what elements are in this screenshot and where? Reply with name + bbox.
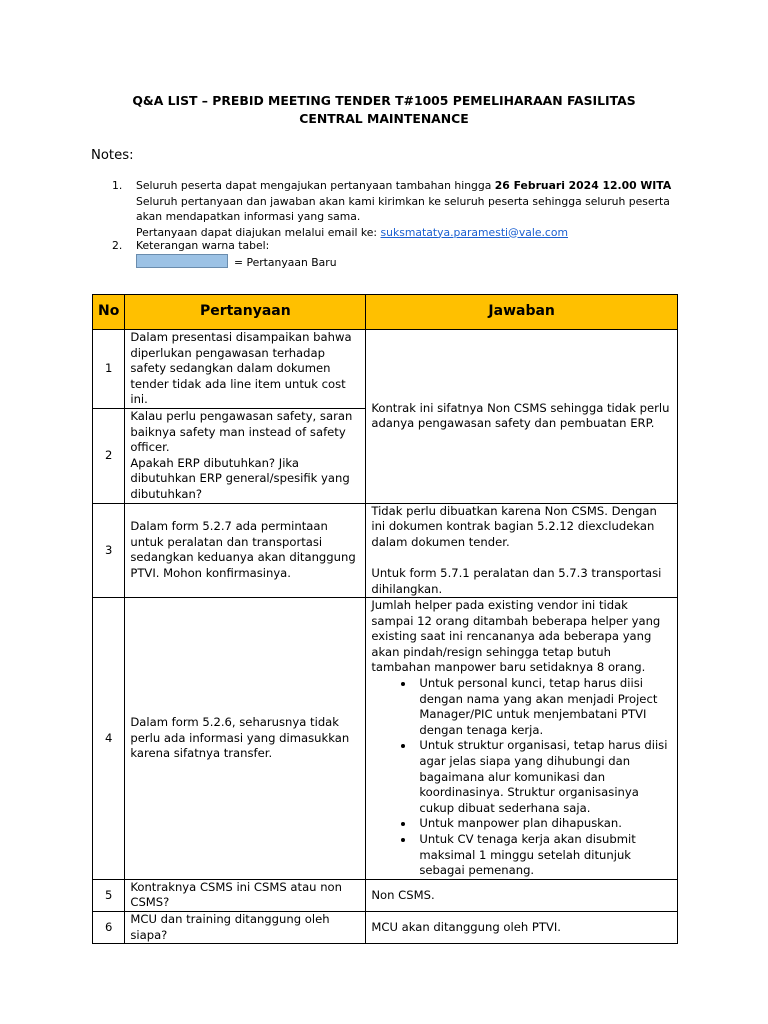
answer-text: Tidak perlu dibuatkan karena Non CSMS. Dengan ini dokumen kontrak bagian 5.2.12 diexcludekan dalam dokumen tender.: [371, 503, 657, 549]
header-pertanyaan: Pertanyaan: [125, 295, 366, 330]
document-title: [0, 92, 768, 128]
title-line-2: CENTRAL MAINTENANCE: [299, 111, 469, 126]
header-no: No: [93, 295, 125, 330]
note-number: 1.: [112, 179, 123, 192]
question-cell: Dalam presentasi disampaikan bahwa diperlukan pengawasan terhadap safety sedangkan dalam dokumen tender tidak ada line item untuk cost ini.: [125, 330, 366, 409]
note-text: Seluruh peserta dapat mengajukan pertanyaan tambahan hingga: [136, 179, 495, 192]
legend-label: = Pertanyaan Baru: [234, 255, 337, 269]
table-row: [93, 911, 678, 943]
answer-cell: MCU akan ditanggung oleh PTVI.: [366, 911, 678, 943]
question-text-2: Apakah ERP dibutuhkan? Jika dibutuhkan ERP general/spesifik yang dibutuhkan?: [130, 455, 350, 501]
list-item: • Untuk personal kunci, tetap harus diisi dengan nama yang akan menjadi Project Manager/PIC untuk menjembatani PTVI dengan tenaga kerja.: [415, 676, 672, 738]
email-prefix: Pertanyaan dapat diajukan melalui email ke:: [136, 225, 381, 239]
row-number: 4: [93, 598, 125, 880]
question-cell: Kontraknya CSMS ini CSMS atau non CSMS?: [125, 879, 366, 911]
row-number: 5: [93, 879, 125, 911]
question-cell: [125, 408, 366, 503]
table-header-row: [93, 295, 678, 330]
table-row: [93, 330, 678, 409]
question-cell: Dalam form 5.2.7 ada permintaan untuk peralatan dan transportasi sedangkan keduanya akan ditanggung PTVI. Mohon konfirmasinya.: [125, 503, 366, 598]
answer-cell: Non CSMS.: [366, 879, 678, 911]
row-number: 1: [93, 330, 125, 409]
legend-swatch: [136, 254, 228, 268]
answer-cell-merged: Kontrak ini sifatnya Non CSMS sehingga tidak perlu adanya pengawasan safety dan pembuatan ERP.: [366, 330, 678, 504]
title-line-1: Q&A LIST – PREBID MEETING TENDER T#1005 PEMELIHARAAN FASILITAS: [132, 93, 636, 108]
answer-text: Jumlah helper pada existing vendor ini tidak sampai 12 orang ditambah beberapa helper yang existing saat ini rencananya ada beberapa yang akan pindah/resign sehingga tetap butuh tambahan manpower baru setidaknya 8 orang.: [371, 598, 661, 675]
note-number: 2.: [112, 239, 123, 252]
answer-text-2: Untuk form 5.7.1 peralatan dan 5.7.3 transportasi dihilangkan.: [371, 565, 662, 596]
list-item: • Untuk manpower plan dihapuskan.: [415, 816, 672, 832]
note-text: Keterangan warna tabel:: [136, 239, 270, 252]
qa-table: [92, 294, 678, 944]
question-text: Kalau perlu pengawasan safety, saran baiknya safety man instead of safety officer.: [130, 408, 353, 455]
row-number: 2: [93, 408, 125, 503]
deadline-text: 26 Februari 2024 12.00 WITA: [494, 179, 672, 192]
answer-bullet-list: [371, 676, 672, 879]
list-item: • Untuk struktur organisasi, tetap harus diisi agar jelas siapa yang dihubungi dan bagaimana alur komunikasi dan koordinasinya. Struktur organisasinya cukup dibuat sederhana saja.: [415, 738, 672, 816]
list-item: • Untuk CV tenaga kerja akan disubmit maksimal 1 minggu setelah ditunjuk sebagai pemenang.: [415, 832, 672, 879]
notes-heading: Notes:: [91, 148, 134, 163]
header-jawaban: Jawaban: [366, 295, 678, 330]
table-row: [93, 598, 678, 880]
table-row: [93, 503, 678, 598]
note-text-cont: Seluruh pertanyaan dan jawaban akan kami kirimkan ke seluruh peserta sehingga seluruh peserta akan mendapatkan informasi yang sama.: [136, 194, 670, 223]
row-number: 3: [93, 503, 125, 598]
answer-cell: [366, 598, 678, 880]
answer-cell: [366, 503, 678, 598]
question-cell: MCU dan training ditanggung oleh siapa?: [125, 911, 366, 943]
question-cell: Dalam form 5.2.6, seharusnya tidak perlu ada informasi yang dimasukkan karena sifatnya transfer.: [125, 598, 366, 880]
row-number: 6: [93, 911, 125, 943]
email-link[interactable]: suksmatatya.paramesti@vale.com: [380, 225, 568, 239]
table-row: [93, 879, 678, 911]
